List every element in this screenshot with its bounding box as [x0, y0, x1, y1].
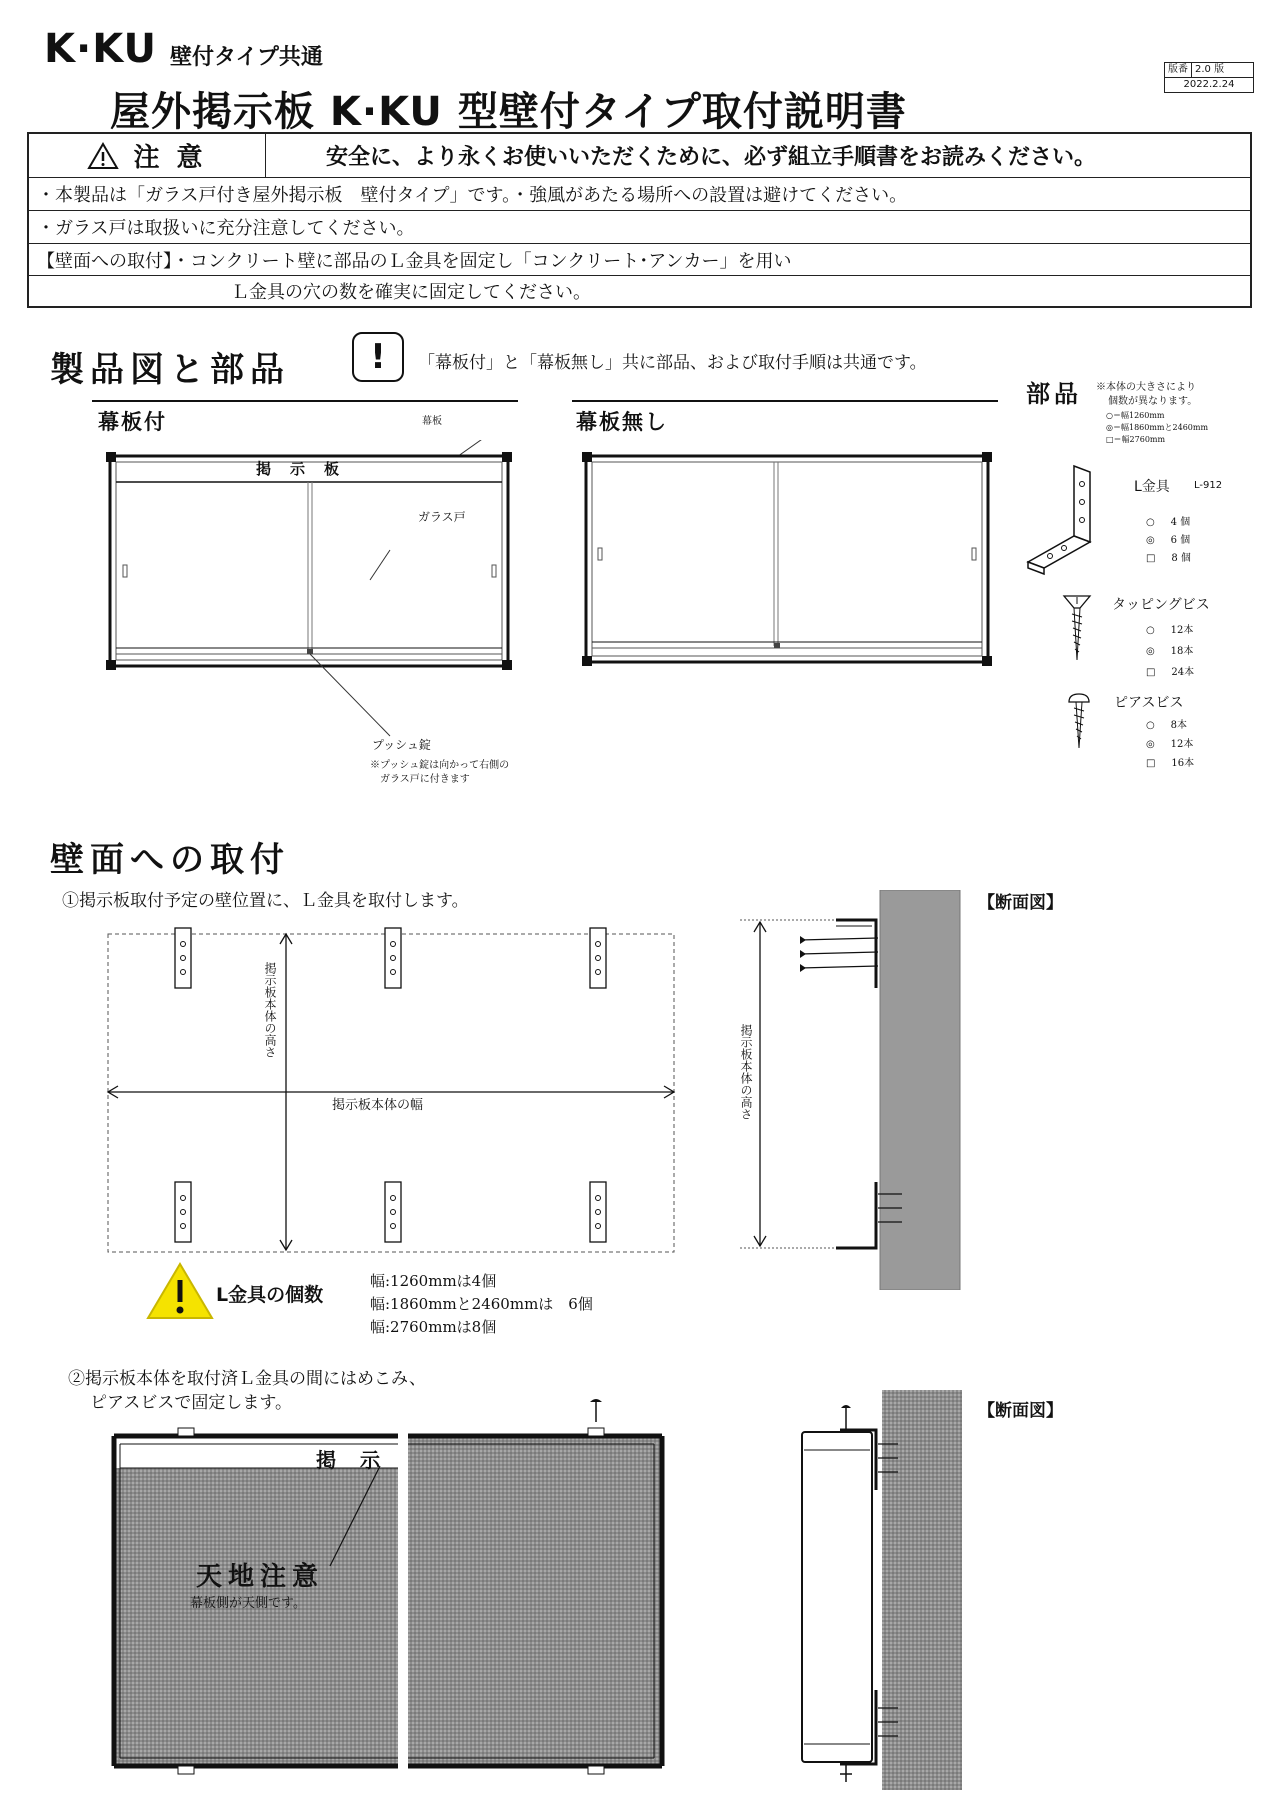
parts-title: 部品: [1026, 380, 1082, 408]
caution-line-3: 【壁面への取付】・コンクリート壁に部品のＬ金具を固定し「コンクリート･アンカー」を用い: [29, 244, 1250, 276]
wall-step2-line2: ピアスビスで固定します。: [90, 1393, 292, 1413]
width-label: 掲示板本体の幅: [332, 1098, 424, 1113]
parts-legend-2: ◎＝幅1860mmと2460mm: [1106, 423, 1209, 432]
cross-section-diagram-2: [790, 1390, 970, 1790]
bracket-count-title: L金具の個数: [216, 1284, 324, 1306]
count: 8 個: [1171, 553, 1191, 564]
wall-section-title: 壁面への取付: [50, 840, 290, 880]
bracket-count-2: 幅:1860mmと2460mmは 6個: [370, 1295, 593, 1313]
count: 8本: [1170, 720, 1188, 731]
bracket-count-list: [370, 1270, 593, 1339]
with-panel-rule: [92, 400, 518, 402]
count: 24本: [1171, 667, 1195, 678]
label-lock: プッシュ錠: [372, 738, 431, 752]
parts-legend-1: ○＝幅1260mm: [1106, 411, 1165, 420]
section-height-label: 掲示板本体の高さ: [739, 1024, 753, 1120]
caution-label: 注 意: [133, 143, 207, 173]
parts-note-2: 個数が異なります。: [1108, 396, 1198, 407]
cross-section-diagram-1: [740, 890, 970, 1290]
parts-legend-3: □＝幅2760mm: [1106, 435, 1166, 444]
sym: ◎: [1146, 739, 1155, 750]
parts-note-1: ※本体の大きさにより: [1096, 382, 1196, 393]
wall-step1: ①掲示板取付予定の壁位置に、Ｌ金具を取付します。: [62, 891, 469, 911]
part-tapping-counts: [1146, 620, 1194, 683]
sym: □: [1146, 667, 1156, 678]
l-bracket-icon: [1024, 462, 1114, 582]
orientation-title: 天地注意: [196, 1562, 325, 1592]
sym: ◎: [1146, 535, 1155, 546]
bracket-count-3: 幅:2760mmは8個: [370, 1318, 497, 1336]
count: 16本: [1171, 758, 1195, 769]
height-label: 掲示板本体の高さ: [263, 962, 277, 1058]
count: 6 個: [1170, 535, 1191, 546]
warning-icon: [87, 142, 119, 170]
count: 12本: [1170, 739, 1194, 750]
version-label: 版番: [1165, 63, 1192, 77]
products-section-title: 製品図と部品: [50, 350, 290, 390]
caution-line-2: ・ガラス戸は取扱いに充分注意してください。: [29, 211, 1250, 244]
part-lbracket-name: L金具: [1134, 479, 1170, 495]
section-label-2: 【断面図】: [978, 1401, 1063, 1421]
sym: □: [1146, 758, 1156, 769]
count: 18本: [1170, 646, 1194, 657]
version-value: 2.0 版: [1195, 64, 1225, 75]
brand-logo: K·KU: [44, 26, 157, 72]
with-panel-drawing: [100, 440, 520, 780]
with-panel-title: 幕板付: [98, 410, 167, 434]
page-title: 屋外掲示板 K·KU 型壁付タイプ取付説明書: [110, 89, 907, 135]
count: 12本: [1170, 625, 1194, 636]
orientation-note: 幕板側が天側です。: [190, 1596, 306, 1611]
lock-note-1: ※プッシュ錠は向かって右側の: [370, 760, 510, 771]
sym: ◎: [1146, 646, 1155, 657]
count: 4 個: [1170, 517, 1191, 528]
part-pierce-counts: [1146, 716, 1194, 773]
section-label-1: 【断面図】: [978, 893, 1063, 913]
part-lbracket-counts: [1146, 514, 1191, 568]
sym: ○: [1146, 517, 1155, 528]
caution-triangle-icon: [146, 1262, 214, 1320]
caution-table: [27, 132, 1252, 308]
sym: ○: [1146, 625, 1155, 636]
panel-text: 掲 示 板: [256, 460, 342, 478]
part-pierce-name: ピアスビス: [1114, 695, 1184, 711]
without-panel-title: 幕板無し: [576, 410, 668, 434]
exclamation-icon: !: [352, 332, 404, 382]
sym: □: [1146, 553, 1156, 564]
part-lbracket-code: L-912: [1194, 480, 1223, 491]
parts-legend: [1106, 410, 1208, 446]
pierce-screw-icon: [1066, 692, 1092, 752]
bracket-count-1: 幅:1260mmは4個: [370, 1272, 497, 1290]
lock-note-2: ガラス戸に付きます: [380, 774, 470, 785]
wall-step2-line1: ②掲示板本体を取付済Ｌ金具の間にはめこみ、: [68, 1369, 427, 1389]
tapping-screw-icon: [1062, 594, 1092, 664]
caution-message: 安全に、より永くお使いいただくために、必ず組立手順書をお読みください。: [326, 145, 1097, 170]
without-panel-rule: [572, 400, 998, 402]
caution-header-row: [29, 134, 1250, 178]
caution-label-cell: [29, 134, 266, 177]
caution-line-4: Ｌ金具の穴の数を確実に固定してください。: [231, 282, 591, 303]
caution-line-1: ・本製品は「ガラス戸付き屋外掲示板 壁付タイプ」です。・強風があたる場所への設置は避けてください。: [29, 178, 1250, 211]
version-date: 2022.2.24: [1164, 78, 1254, 93]
part-tapping-name: タッピングビス: [1112, 597, 1210, 613]
without-panel-drawing: [578, 450, 998, 670]
products-notice: 「幕板付」と「幕板無し」共に部品、および取付手順は共通です。: [418, 353, 927, 373]
version-box: [1164, 62, 1254, 102]
label-makuita: 幕板: [422, 416, 442, 427]
sym: ○: [1146, 720, 1155, 731]
brand-subtitle: 壁付タイプ共通: [170, 45, 323, 70]
board-panel-text: 掲 示: [316, 1448, 382, 1472]
label-glass: ガラス戸: [418, 510, 466, 524]
bracket-layout-diagram: [100, 920, 690, 1260]
